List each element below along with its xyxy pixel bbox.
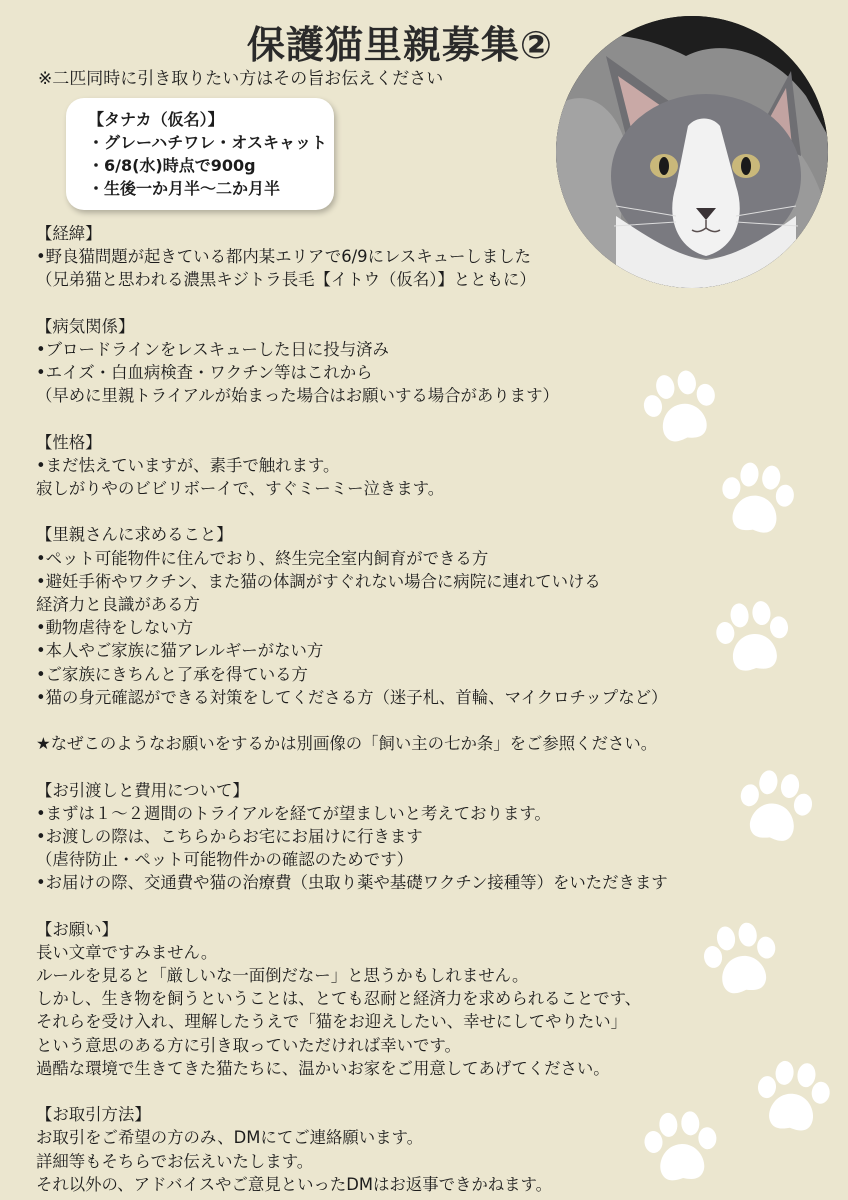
profile-name: 【タナカ（仮名）】	[88, 110, 224, 129]
paw-print-icon	[708, 596, 799, 680]
section-line: （兄弟猫と思われる濃黒キジトラ長毛【イトウ（仮名）】とともに）	[36, 270, 536, 290]
section-line: 詳細等もそちらでお伝えいたします。	[36, 1151, 314, 1171]
section-handover-costs	[36, 779, 736, 895]
section-heading: 【お取引方法】	[36, 1105, 151, 1125]
section-line: 過酷な環境で生きてきた猫たちに、温かいお家をご用意してあげてください。	[36, 1058, 610, 1078]
section-line: •動物虐待をしない方	[36, 618, 194, 638]
notice-text: ※二匹同時に引き取りたい方はその旨お伝えください	[38, 69, 444, 89]
section-heading: 【里親さんに求めること】	[36, 525, 233, 545]
section-line: 寂しがりやのビビリボーイで、すぐミーミー泣きます。	[36, 479, 445, 499]
page-title: 保護猫里親募集②	[246, 23, 554, 67]
section-line: •お渡しの際は、こちらからお宅にお届けに行きます	[36, 826, 423, 846]
description-body	[36, 222, 736, 1196]
section-heading: 【性格】	[36, 432, 102, 452]
paw-print-icon	[694, 915, 790, 1004]
profile-color: ・グレーハチワレ・オスキャット	[88, 133, 328, 152]
section-reference-note	[36, 732, 736, 755]
section-line: •猫の身元確認ができる対策をしてくださる方（迷子札、首輪、マイクロチップなど）	[36, 687, 668, 707]
section-line: ルールを見ると「厳しいな一面倒だなー」と思うかもしれません。	[36, 966, 529, 985]
paw-print-icon	[748, 1056, 839, 1140]
section-line: •まだ怯えていますが、素手で触れます。	[36, 455, 340, 475]
section-line: •まずは１～２週間のトライアルを経てが望ましいと考えております。	[36, 803, 551, 823]
section-line: 長い文章ですみません。	[36, 942, 218, 962]
section-heading: 【お願い】	[36, 919, 118, 939]
section-line: 経済力と良識がある方	[36, 595, 200, 614]
section-heading: 【経緯】	[36, 224, 102, 243]
paw-print-icon	[637, 1107, 726, 1189]
section-request	[36, 918, 736, 1080]
section-heading: 【お引渡しと費用について】	[36, 780, 249, 800]
section-line: それらを受け入れ、理解したうえで「猫をお迎えしたい、幸せにしてやりたい」	[36, 1012, 628, 1032]
section-line: お取引をご希望の方のみ、DMにてご連絡願います。	[36, 1128, 424, 1148]
section-line: •ペット可能物件に住んでおり、終生完全室内飼育ができる方	[36, 548, 489, 568]
section-line: •ブロードラインをレスキューした日に投与済み	[36, 339, 389, 359]
section-line: •避妊手術やワクチン、また猫の体調がすぐれない場合に病院に連れていける	[36, 571, 601, 591]
section-line: という意思のある方に引き取っていただければ幸いです。	[36, 1035, 461, 1055]
section-line: •ご家族にきちんと了承を得ている方	[36, 664, 308, 684]
section-line: •本人やご家族に猫アレルギーがない方	[36, 641, 324, 661]
section-requirements	[36, 523, 736, 709]
section-heading: 【病気関係】	[36, 316, 135, 336]
cat-profile-card	[66, 98, 334, 210]
section-line: しかし、生き物を飼うということは、とても忍耐と経済力を求められることです、	[36, 989, 642, 1009]
section-health	[36, 315, 736, 408]
section-line: •お届けの際、交通費や猫の治療費（虫取り薬や基礎ワクチン接種等）をいただきます	[36, 873, 668, 893]
section-line: •野良猫問題が起きている都内某エリアで6/9にレスキューしました	[36, 247, 531, 267]
section-personality	[36, 431, 736, 501]
section-line: •エイズ・白血病検査・ワクチン等はこれから	[36, 363, 373, 383]
paw-print-icon	[711, 457, 805, 544]
section-line: （虐待防止・ペット可能物件かの確認のためです）	[36, 850, 413, 870]
paw-print-icon	[728, 763, 824, 852]
profile-weight: ・6/8(水)時点で900g	[88, 156, 256, 175]
profile-age: ・生後一か月半～二か月半	[88, 179, 281, 198]
section-history	[36, 222, 736, 292]
section-line: （早めに里親トライアルが始まった場合はお願いする場合があります）	[36, 386, 559, 406]
section-line: それ以外の、アドバイスやご意見といったDMはお返事できかねます。	[36, 1174, 553, 1194]
section-line: ★なぜこのようなお願いをするかは別画像の「飼い主の七か条」をご参照ください。	[36, 734, 658, 754]
section-contact-method	[36, 1103, 736, 1196]
